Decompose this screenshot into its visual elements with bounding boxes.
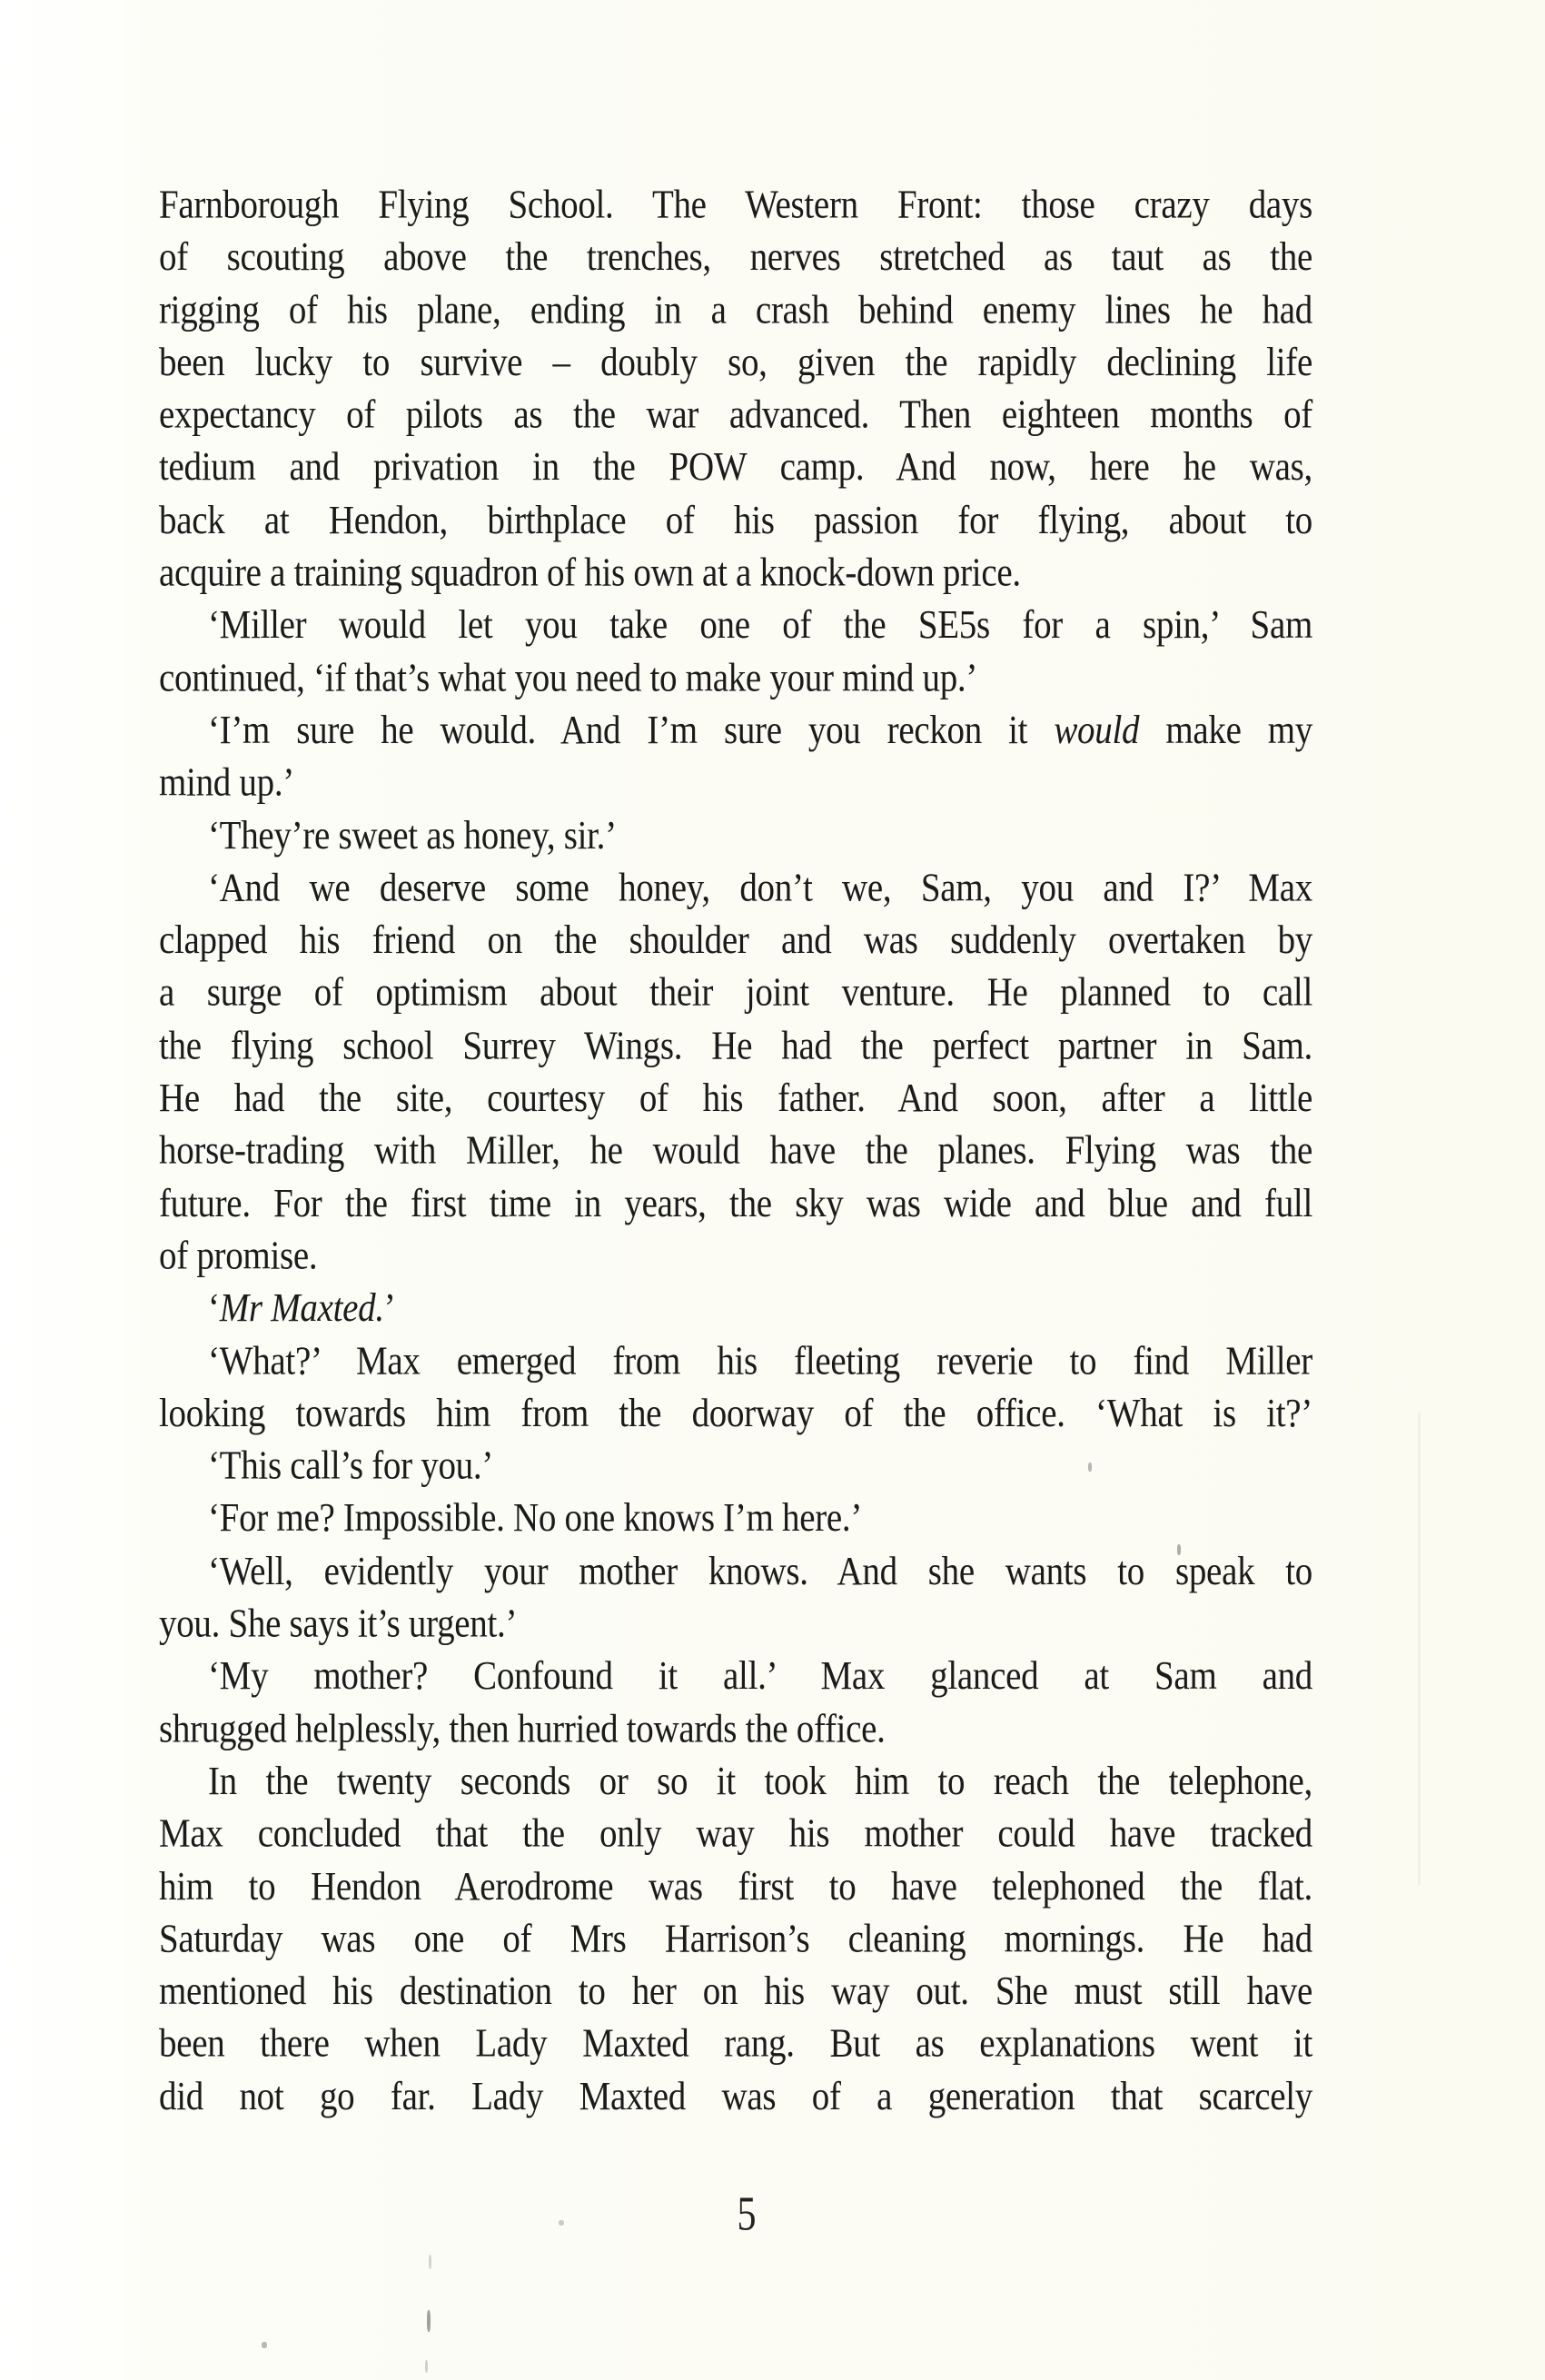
text-line — [159, 389, 1312, 441]
text-segment: continued, ‘if that’s what you need to make your mind up.’ — [159, 655, 978, 700]
text-segment: future. For the first time in years, the sky was wide and blue and full — [159, 1180, 1312, 1225]
text-segment: tedium and privation in the POW camp. And now, here he was, — [159, 444, 1312, 491]
text-line — [159, 967, 1312, 1020]
text-line — [159, 809, 1312, 862]
text-segment: rigging of his plane, ending in a crash behind enemy lines he had — [159, 287, 1312, 332]
text-segment: clapped his friend on the shoulder and was suddenly overtaken by — [159, 917, 1312, 963]
text-line — [159, 1283, 1312, 1335]
text-line — [159, 1808, 1312, 1860]
text-segment: Max concluded that the only way his mother could have tracked — [159, 1810, 1312, 1856]
text-line — [159, 547, 1312, 600]
text-line — [159, 704, 1312, 757]
italic-text: would — [1054, 707, 1140, 753]
text-segment: ‘Miller would let you take one of the SE5s for a spin,’ Sam — [208, 602, 1312, 648]
text-segment: ‘Well, evidently your mother knows. And she wants to speak to — [208, 1548, 1312, 1593]
text-line — [159, 1072, 1312, 1125]
text-line — [159, 1545, 1312, 1598]
text-segment: ‘ — [208, 1285, 220, 1331]
text-line — [159, 1125, 1312, 1177]
text-segment: the flying school Surrey Wings. He had the perfect partner in Sam. — [159, 1022, 1312, 1068]
scan-artifact — [1177, 1544, 1181, 1555]
text-segment: of scouting above the trenches, nerves stretched as taut as the — [159, 234, 1312, 280]
text-segment: him to Hendon Aerodrome was first to have telephoned the flat. — [159, 1863, 1312, 1909]
text-line — [159, 1387, 1312, 1440]
text-segment: ’ — [383, 1285, 396, 1331]
text-line — [159, 179, 1312, 232]
scan-artifact — [559, 2220, 564, 2226]
text-segment: back at Hendon, birthplace of his passion for flying, about to — [159, 497, 1312, 542]
text-segment: looking towards him from the doorway of the office. ‘What is it?’ — [159, 1390, 1312, 1436]
text-segment: ‘This call’s for you.’ — [208, 1443, 493, 1489]
text-line — [159, 2018, 1312, 2070]
scan-artifact — [262, 2342, 267, 2348]
text-line — [159, 284, 1312, 337]
text-segment: Farnborough Flying School. The Western Front: those crazy days — [159, 182, 1312, 227]
text-segment: ‘They’re sweet as honey, sir.’ — [208, 812, 617, 858]
text-line — [159, 862, 1312, 915]
text-segment: you. She says it’s urgent.’ — [159, 1601, 518, 1646]
text-line — [159, 337, 1312, 390]
text-line — [159, 232, 1312, 284]
text-line — [159, 1702, 1312, 1755]
text-line — [159, 1860, 1312, 1913]
text-line — [159, 1966, 1312, 2018]
text-segment: mind up.’ — [159, 759, 294, 806]
text-segment: ‘For me? Impossible. No one knows I’m here.’ — [208, 1495, 863, 1541]
text-segment: Saturday was one of Mrs Harrison’s cleaning mornings. He had — [159, 1916, 1312, 1961]
text-line — [159, 652, 1312, 705]
text-segment: In the twenty seconds or so it took him to reach the telephone, — [208, 1758, 1312, 1804]
text-line — [159, 915, 1312, 967]
text-segment: horse-trading with Miller, he would have the planes. Flying was the — [159, 1127, 1312, 1174]
italic-text: Mr Maxted. — [219, 1285, 384, 1331]
text-segment: of promise. — [159, 1233, 318, 1278]
paper-crease — [1418, 1413, 1421, 1885]
text-line — [159, 1440, 1312, 1492]
text-line — [159, 600, 1312, 652]
page-text-block — [159, 179, 1312, 2123]
text-line — [159, 1230, 1312, 1283]
text-line — [159, 1913, 1312, 1966]
text-line — [159, 1177, 1312, 1230]
text-line — [159, 757, 1312, 809]
text-segment: expectancy of pilots as the war advanced. Then eighteen months of — [159, 392, 1312, 438]
text-segment: mentioned his destination to her on his way out. She must still have — [159, 1968, 1312, 2014]
text-line — [159, 1651, 1312, 1703]
text-segment: ‘My mother? Confound it all.’ Max glanced at Sam and — [208, 1653, 1312, 1699]
text-line — [159, 2070, 1312, 2123]
text-line — [159, 1335, 1312, 1388]
text-segment: ‘What?’ Max emerged from his fleeting reverie to find Miller — [208, 1337, 1312, 1383]
text-segment: ‘I’m sure he would. And I’m sure you reckon it — [208, 707, 1055, 753]
scan-artifact — [425, 2360, 428, 2373]
text-line — [159, 1755, 1312, 1808]
scan-artifact — [427, 2310, 431, 2332]
text-segment: ‘And we deserve some honey, don’t we, Sam, you and I?’ Max — [208, 865, 1312, 910]
text-segment: been lucky to survive – doubly so, given the rapidly declining life — [159, 339, 1312, 385]
scan-artifact — [429, 2255, 431, 2269]
scan-artifact — [1088, 1463, 1092, 1472]
text-line — [159, 1492, 1312, 1545]
text-line — [159, 494, 1312, 547]
text-segment: did not go far. Lady Maxted was of a generation that scarcely — [159, 2073, 1312, 2119]
text-segment: acquire a training squadron of his own at a knock-down price. — [159, 550, 1021, 595]
text-line — [159, 441, 1312, 494]
text-segment: shrugged helplessly, then hurried towards the office. — [159, 1705, 886, 1751]
text-line — [159, 1598, 1312, 1651]
text-segment: make my — [1139, 707, 1312, 753]
text-segment: been there when Lady Maxted rang. But as explanations went it — [159, 2020, 1312, 2067]
text-segment: a surge of optimism about their joint venture. He planned to call — [159, 970, 1312, 1016]
text-segment: He had the site, courtesy of his father. And soon, after a little — [159, 1075, 1312, 1121]
page-number: 5 — [737, 2188, 757, 2241]
text-line — [159, 1019, 1312, 1072]
